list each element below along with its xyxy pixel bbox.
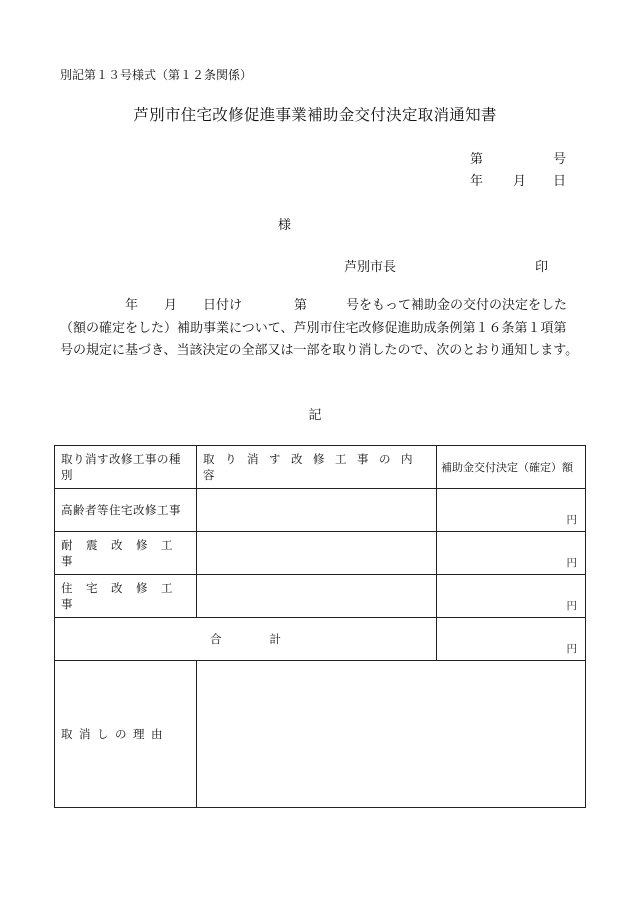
total-label-b: 計 — [269, 632, 281, 646]
total-label-a: 合 — [210, 632, 222, 646]
date-day: 日 — [553, 174, 567, 189]
form-reference: 別記第１３号様式（第１２条関係） — [60, 68, 253, 82]
date-month: 月 — [513, 174, 527, 189]
reason-label: 取消しの理由 — [55, 661, 197, 808]
row-amount-cell[interactable] — [437, 489, 586, 532]
row-type: 耐震改修工事 — [55, 532, 197, 575]
reason-row — [55, 661, 586, 808]
ki-heading: 記 — [308, 408, 322, 423]
row-amount-cell[interactable] — [437, 532, 586, 575]
doc-number-prefix: 第 — [470, 152, 484, 167]
yen-unit: 円 — [566, 600, 577, 612]
body-text: 年 月 日付け 第 号をもって補助金の交付の決定をした（額の確定をした）補助事業について、芦別市住宅改修促進助成条例第１６条第１項第 号の規定に基づき、当該決定の全部又は一部を取り消したので、次のとおり通知します。 — [60, 298, 580, 358]
header-type: 取り消す改修工事の種別 — [55, 446, 197, 489]
row-type: 高齢者等住宅改修工事 — [55, 489, 197, 532]
row-content-cell[interactable] — [197, 532, 437, 575]
row-content-cell[interactable] — [197, 575, 437, 618]
yen-unit: 円 — [566, 557, 577, 569]
header-amount: 補助金交付決定（確定）額 — [437, 446, 586, 489]
issuer-name: 芦別市長 — [344, 260, 397, 275]
total-amount-cell[interactable] — [437, 618, 586, 661]
table-row — [55, 532, 586, 575]
header-content: 取り消す改修工事の内容 — [197, 446, 437, 489]
table-row — [55, 575, 586, 618]
row-type: 住宅改修工事 — [55, 575, 197, 618]
total-row — [55, 618, 586, 661]
doc-number-suffix: 号 — [553, 152, 567, 167]
yen-unit: 円 — [566, 643, 577, 655]
cancellation-table — [54, 445, 586, 808]
addressee-suffix: 様 — [278, 218, 292, 233]
table-row — [55, 489, 586, 532]
table-header-row — [55, 446, 586, 489]
total-label — [55, 618, 437, 661]
row-amount-cell[interactable] — [437, 575, 586, 618]
yen-unit: 円 — [566, 514, 577, 526]
seal-mark: 印 — [535, 260, 549, 275]
document-title: 芦別市住宅改修促進事業補助金交付決定取消通知書 — [133, 106, 497, 124]
row-content-cell[interactable] — [197, 489, 437, 532]
date-year: 年 — [470, 174, 484, 189]
reason-cell[interactable] — [197, 661, 586, 808]
